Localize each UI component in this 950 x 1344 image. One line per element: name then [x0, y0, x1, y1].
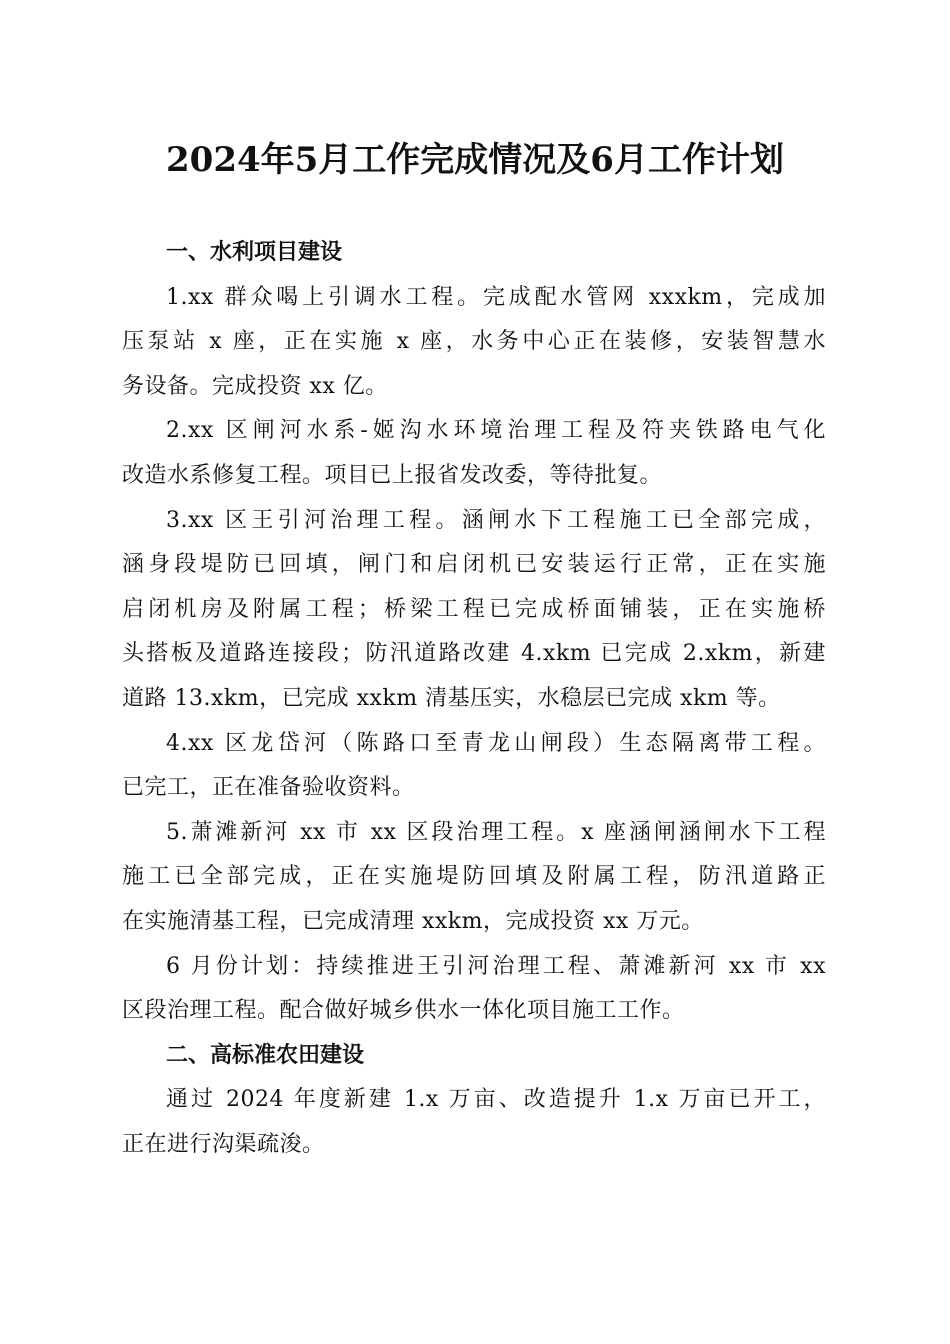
paragraph-line: 道路 13.xkm，已完成 xxkm 清基压实，水稳层已完成 xkm 等。: [122, 685, 781, 711]
paragraph: [122, 722, 826, 811]
paragraph-line: 区段治理工程。配合做好城乡供水一体化项目施工工作。: [122, 998, 685, 1024]
paragraph-line: 6 月份计划：持续推进王引河治理工程、萧滩新河 xx 市 xx: [166, 953, 826, 979]
paragraph-line: 已完工，正在准备验收资料。: [122, 775, 415, 801]
paragraph-line: 4.xx 区龙岱河（陈路口至青龙山闸段）生态隔离带工程。: [166, 730, 826, 756]
section-heading: 二、高标准农田建设: [166, 1042, 365, 1068]
document-title: 2024年5月工作完成情况及6月工作计划: [166, 140, 784, 180]
paragraph: [122, 499, 826, 722]
paragraph: [122, 276, 826, 410]
paragraph-line: 务设备。完成投资 xx 亿。: [122, 373, 388, 399]
document-body: [122, 231, 826, 1167]
paragraph-line: 改造水系修复工程。项目已上报省发改委，等待批复。: [122, 462, 663, 488]
paragraph-line: 在实施清基工程，已完成清理 xxkm，完成投资 xx 万元。: [122, 908, 704, 934]
paragraph-line: 1.xx 群众喝上引调水工程。完成配水管网 xxxkm，完成加: [166, 284, 826, 310]
paragraph-line: 正在进行沟渠疏浚。: [122, 1131, 325, 1157]
paragraph-line: 压泵站 x 座，正在实施 x 座，水务中心正在装修，安装智慧水: [122, 329, 826, 355]
paragraph-line: 5.萧滩新河 xx 市 xx 区段治理工程。x 座涵闸涵闸水下工程: [166, 819, 826, 845]
paragraph: [122, 409, 826, 498]
paragraph-line: 涵身段堤防已回填，闸门和启闭机已安装运行正常，正在实施: [122, 552, 826, 578]
paragraph-line: 3.xx 区王引河治理工程。涵闸水下工程施工已全部完成，: [166, 507, 826, 533]
paragraph: [122, 811, 826, 945]
section-heading: 一、水利项目建设: [166, 240, 343, 265]
paragraph-line: 通过 2024 年度新建 1.x 万亩、改造提升 1.x 万亩已开工，: [166, 1087, 826, 1113]
paragraph-line: 2.xx 区闸河水系-姬沟水环境治理工程及符夹铁路电气化: [166, 418, 826, 444]
paragraph-line: 启闭机房及附属工程；桥梁工程已完成桥面铺装，正在实施桥: [122, 596, 826, 622]
paragraph: [122, 1078, 826, 1167]
paragraph: [122, 945, 826, 1034]
paragraph-line: 施工已全部完成，正在实施堤防回填及附属工程，防汛道路正: [122, 864, 826, 890]
paragraph-line: 头搭板及道路连接段；防汛道路改建 4.xkm 已完成 2.xkm，新建: [122, 641, 826, 667]
